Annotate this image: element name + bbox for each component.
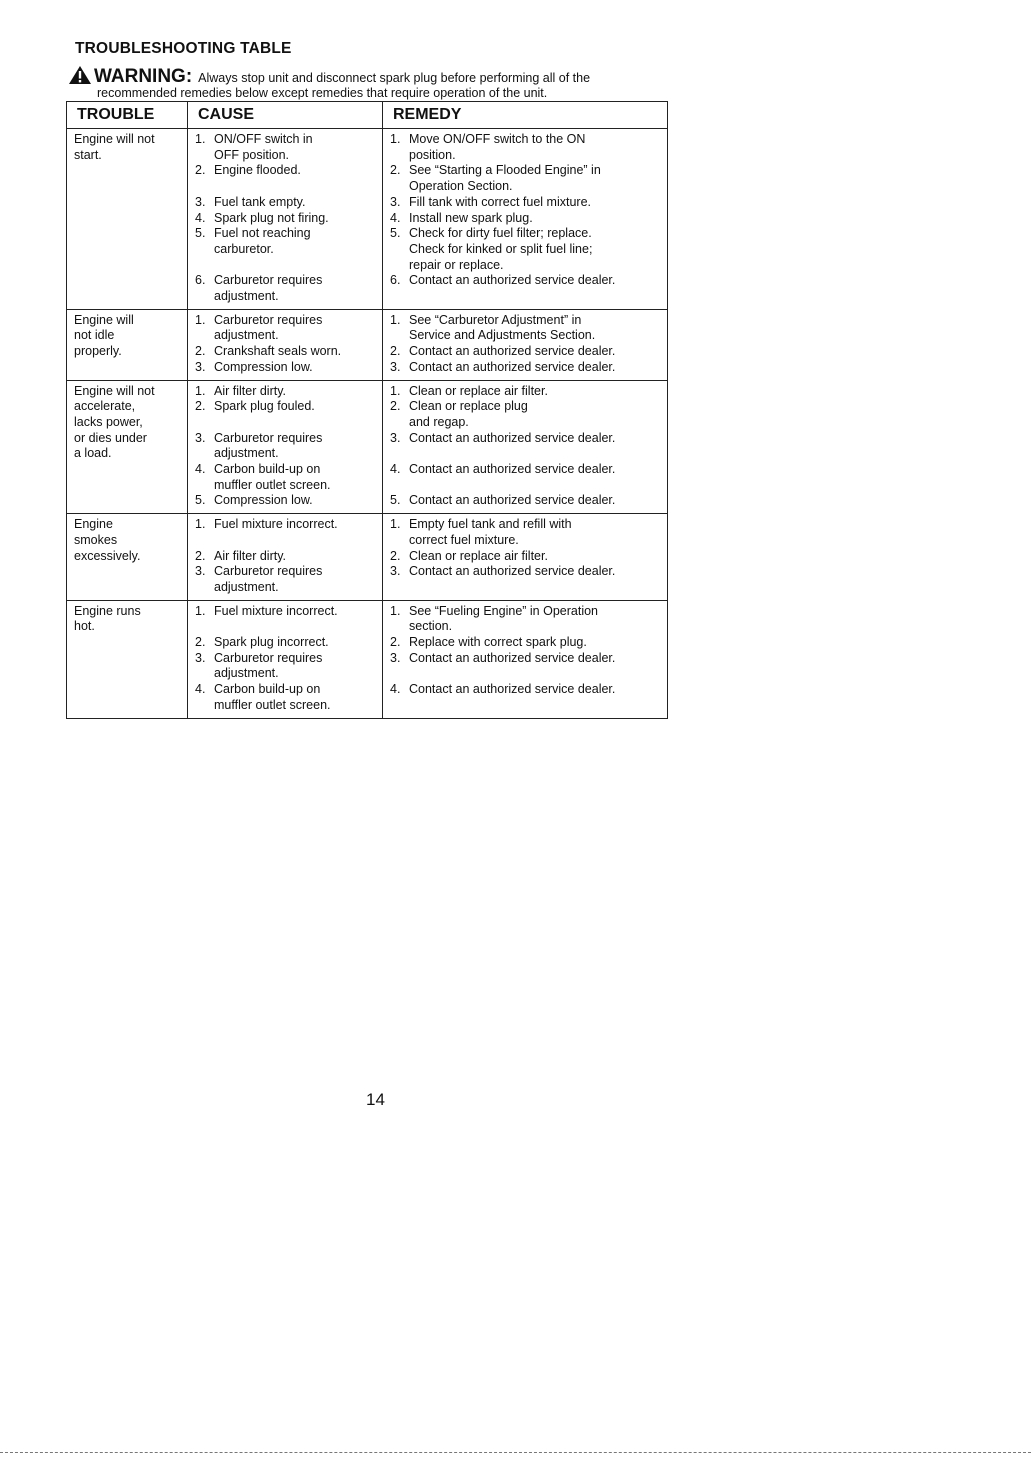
cause-text [214, 226, 378, 257]
line-spacer [195, 258, 378, 274]
remedy-number: 5. [390, 493, 401, 508]
cause-text-line: Fuel tank empty. [214, 194, 306, 209]
remedy-text [409, 163, 663, 194]
table-body [67, 129, 668, 719]
cause-text [214, 651, 378, 682]
cause-text [214, 313, 378, 344]
remedy-text [409, 384, 663, 400]
cause-text-line: Carbon build-up on [214, 682, 321, 697]
remedy-text-line: Check for dirty fuel filter; replace. [409, 226, 592, 241]
trouble-text-line: Engine runs [74, 603, 141, 618]
cause-number: 2. [195, 635, 206, 650]
warning-text-line2: recommended remedies below except remedies that require operation of the unit. [97, 86, 548, 100]
remedy-text-line: Clean or replace air filter. [409, 383, 548, 398]
bottom-divider [0, 1452, 1031, 1453]
cause-item [195, 211, 378, 227]
cause-text-line: muffler outlet screen. [214, 697, 331, 712]
cause-text [214, 635, 378, 651]
trouble-text-line: hot. [74, 619, 95, 634]
remedy-text [409, 651, 663, 667]
table-row [67, 380, 668, 514]
cause-number: 4. [195, 210, 206, 225]
remedy-text [409, 682, 663, 698]
cause-item [195, 384, 378, 400]
remedy-item [390, 399, 663, 430]
cause-text-line: Carburetor requires [214, 650, 323, 665]
remedy-item [390, 211, 663, 227]
remedy-item [390, 360, 663, 376]
remedy-cell [383, 129, 668, 310]
remedy-text-line: Contact an authorized service dealer. [409, 344, 616, 359]
cause-text-line: Crankshaft seals worn. [214, 344, 342, 359]
remedy-text-line: and regap. [409, 414, 469, 429]
cause-item [195, 564, 378, 595]
cause-item [195, 651, 378, 682]
cause-number: 6. [195, 273, 206, 288]
cause-text-line: Compression low. [214, 359, 313, 374]
remedy-text-line: Contact an authorized service dealer. [409, 493, 616, 508]
cause-item [195, 195, 378, 211]
remedy-number: 1. [390, 603, 401, 618]
remedy-item [390, 493, 663, 509]
remedy-text-line: Contact an authorized service dealer. [409, 682, 616, 697]
remedy-item [390, 604, 663, 635]
line-spacer [195, 533, 378, 549]
remedy-number: 3. [390, 430, 401, 445]
remedy-cell [383, 514, 668, 601]
cause-number: 4. [195, 682, 206, 697]
remedy-text-line: Empty fuel tank and refill with [409, 517, 572, 532]
cause-text-line: Carburetor requires [214, 430, 323, 445]
cause-item [195, 682, 378, 713]
remedy-text [409, 132, 663, 163]
cause-text [214, 273, 378, 304]
cause-item [195, 313, 378, 344]
remedy-text-line: Contact an authorized service dealer. [409, 650, 616, 665]
line-spacer [195, 619, 378, 635]
remedy-number: 2. [390, 548, 401, 563]
line-spacer [195, 415, 378, 431]
line-spacer [390, 446, 663, 462]
remedy-text-line: See “Starting a Flooded Engine” in [409, 163, 601, 178]
remedy-item [390, 682, 663, 698]
cause-item [195, 635, 378, 651]
remedy-text-line: Move ON/OFF switch to the ON [409, 132, 586, 146]
trouble-text-line: not idle [74, 328, 115, 343]
cause-number: 4. [195, 462, 206, 477]
line-spacer [390, 666, 663, 682]
cause-text-line: Spark plug incorrect. [214, 635, 329, 650]
cause-cell [188, 380, 383, 514]
remedy-number: 3. [390, 359, 401, 374]
remedy-text-line: Contact an authorized service dealer. [409, 273, 616, 288]
cause-item [195, 549, 378, 565]
cause-text [214, 604, 378, 620]
cause-text-line: muffler outlet screen. [214, 477, 331, 492]
cause-text [214, 211, 378, 227]
column-header-trouble: TROUBLE [67, 102, 188, 129]
remedy-text-line: Contact an authorized service dealer. [409, 359, 616, 374]
cause-text-line: carburetor. [214, 241, 274, 256]
trouble-text-line: a load. [74, 446, 112, 461]
cause-item [195, 163, 378, 179]
cause-text-line: Compression low. [214, 493, 313, 508]
remedy-text [409, 549, 663, 565]
remedy-text [409, 493, 663, 509]
cause-item [195, 517, 378, 533]
remedy-item [390, 273, 663, 289]
cause-text-line: Spark plug not firing. [214, 210, 329, 225]
cause-text [214, 360, 378, 376]
remedy-text-line: See “Carburetor Adjustment” in [409, 312, 582, 327]
remedy-item [390, 431, 663, 447]
table-row [67, 514, 668, 601]
table-header-row [67, 102, 668, 129]
cause-text-line: Fuel mixture incorrect. [214, 517, 338, 532]
cause-text [214, 682, 378, 713]
remedy-item [390, 344, 663, 360]
cause-text-line: OFF position. [214, 147, 290, 162]
cause-text-line: Spark plug fouled. [214, 399, 315, 414]
cause-text [214, 431, 378, 462]
cause-text [214, 549, 378, 565]
cause-number: 3. [195, 650, 206, 665]
cause-cell [188, 129, 383, 310]
cause-number: 5. [195, 226, 206, 241]
column-header-cause: CAUSE [188, 102, 383, 129]
cause-number: 3. [195, 194, 206, 209]
cause-item [195, 132, 378, 163]
cause-number: 2. [195, 344, 206, 359]
cause-text [214, 195, 378, 211]
cause-number: 2. [195, 548, 206, 563]
remedy-item [390, 549, 663, 565]
remedy-text [409, 344, 663, 360]
cause-text-line: Engine flooded. [214, 163, 301, 178]
trouble-text-line: Engine [74, 517, 113, 532]
remedy-text [409, 313, 663, 344]
remedy-text [409, 226, 663, 273]
cause-text-line: Carbon build-up on [214, 462, 321, 477]
trouble-text-line: Engine will not [74, 383, 155, 398]
remedy-text-line: See “Fueling Engine” in Operation [409, 603, 599, 618]
cause-text [214, 384, 378, 400]
warning-banner [68, 62, 708, 88]
remedy-number: 1. [390, 132, 401, 146]
cause-text-line: Air filter dirty. [214, 548, 286, 563]
remedy-text-line: correct fuel mixture. [409, 532, 519, 547]
remedy-number: 2. [390, 163, 401, 178]
cause-text-line: Air filter dirty. [214, 383, 286, 398]
cause-text-line: adjustment. [214, 579, 279, 594]
cause-item [195, 604, 378, 620]
trouble-text-line: Engine will not [74, 132, 155, 146]
cause-number: 1. [195, 383, 206, 398]
remedy-cell [383, 380, 668, 514]
remedy-text [409, 431, 663, 447]
cause-text [214, 132, 378, 163]
remedy-item [390, 651, 663, 667]
cause-item [195, 493, 378, 509]
remedy-text-line: Install new spark plug. [409, 210, 533, 225]
trouble-text-line: Engine will [74, 312, 134, 327]
trouble-text-line: start. [74, 147, 102, 162]
line-spacer [390, 478, 663, 494]
page-number: 14 [366, 1090, 385, 1109]
remedy-item [390, 226, 663, 273]
remedy-item [390, 462, 663, 478]
page-title: TROUBLESHOOTING TABLE [75, 40, 292, 57]
cause-cell [188, 600, 383, 718]
remedy-text [409, 564, 663, 580]
cause-number: 1. [195, 312, 206, 327]
cause-item [195, 344, 378, 360]
remedy-item [390, 163, 663, 194]
trouble-text-line: smokes [74, 532, 118, 547]
cause-number: 3. [195, 359, 206, 374]
remedy-text-line: position. [409, 147, 456, 162]
cause-item [195, 273, 378, 304]
cause-cell [188, 309, 383, 380]
trouble-text-line: excessively. [74, 548, 141, 563]
table-row [67, 309, 668, 380]
trouble-text-line: accelerate, [74, 399, 136, 414]
cause-text-line: Fuel mixture incorrect. [214, 603, 338, 618]
cause-item [195, 360, 378, 376]
remedy-text-line: Check for kinked or split fuel line; [409, 241, 593, 256]
trouble-cell [67, 129, 188, 310]
cause-text-line: Carburetor requires [214, 564, 323, 579]
remedy-cell [383, 600, 668, 718]
remedy-number: 1. [390, 312, 401, 327]
remedy-number: 4. [390, 682, 401, 697]
column-header-remedy: REMEDY [383, 102, 668, 129]
cause-number: 1. [195, 132, 206, 146]
remedy-text [409, 462, 663, 478]
remedy-text-line: Contact an authorized service dealer. [409, 430, 616, 445]
table-row [67, 129, 668, 310]
cause-text [214, 163, 378, 179]
remedy-text-line: Clean or replace plug [409, 399, 528, 414]
cause-text-line: Fuel not reaching [214, 226, 311, 241]
remedy-number: 4. [390, 462, 401, 477]
cause-item [195, 226, 378, 257]
remedy-text-line: section. [409, 619, 453, 634]
remedy-number: 5. [390, 226, 401, 241]
trouble-text-line: properly. [74, 344, 122, 359]
remedy-text [409, 399, 663, 430]
cause-text-line: adjustment. [214, 289, 279, 303]
cause-text-line: adjustment. [214, 666, 279, 681]
remedy-number: 3. [390, 650, 401, 665]
remedy-text [409, 273, 663, 289]
table-row [67, 600, 668, 718]
cause-item [195, 399, 378, 415]
cause-text [214, 399, 378, 415]
trouble-cell [67, 600, 188, 718]
cause-text [214, 564, 378, 595]
remedy-cell [383, 309, 668, 380]
cause-text [214, 462, 378, 493]
cause-number: 2. [195, 163, 206, 178]
remedy-item [390, 313, 663, 344]
remedy-text-line: Service and Adjustments Section. [409, 328, 596, 343]
remedy-number: 3. [390, 564, 401, 579]
line-spacer [195, 179, 378, 195]
cause-number: 2. [195, 399, 206, 414]
remedy-number: 2. [390, 635, 401, 650]
remedy-item [390, 517, 663, 548]
remedy-text-line: Contact an authorized service dealer. [409, 462, 616, 477]
trouble-cell [67, 309, 188, 380]
remedy-text [409, 635, 663, 651]
trouble-text-line: or dies under [74, 430, 147, 445]
trouble-cell [67, 514, 188, 601]
remedy-item [390, 195, 663, 211]
trouble-text-line: lacks power, [74, 414, 143, 429]
cause-text [214, 517, 378, 533]
cause-cell [188, 514, 383, 601]
warning-text-line1: Always stop unit and disconnect spark plug before performing all of the [198, 71, 591, 85]
remedy-text-line: Clean or replace air filter. [409, 548, 548, 563]
remedy-number: 1. [390, 517, 401, 532]
cause-item [195, 431, 378, 462]
remedy-text-line: Contact an authorized service dealer. [409, 564, 616, 579]
remedy-item [390, 132, 663, 163]
cause-number: 3. [195, 564, 206, 579]
remedy-text [409, 517, 663, 548]
cause-item [195, 462, 378, 493]
warning-label: WARNING: [94, 66, 193, 87]
cause-number: 3. [195, 430, 206, 445]
remedy-number: 3. [390, 194, 401, 209]
cause-number: 1. [195, 603, 206, 618]
remedy-text [409, 211, 663, 227]
cause-text [214, 344, 378, 360]
cause-text-line: adjustment. [214, 328, 279, 343]
remedy-text-line: Fill tank with correct fuel mixture. [409, 194, 591, 209]
remedy-number: 2. [390, 399, 401, 414]
cause-number: 5. [195, 493, 206, 508]
trouble-cell [67, 380, 188, 514]
remedy-text-line: repair or replace. [409, 257, 504, 272]
cause-text-line: Carburetor requires [214, 273, 323, 288]
warning-triangle-icon [68, 65, 92, 85]
cause-text [214, 493, 378, 509]
remedy-item [390, 384, 663, 400]
cause-text-line: adjustment. [214, 446, 279, 461]
remedy-number: 1. [390, 383, 401, 398]
remedy-text [409, 604, 663, 635]
cause-number: 1. [195, 517, 206, 532]
remedy-number: 6. [390, 273, 401, 288]
remedy-text-line: Operation Section. [409, 179, 513, 194]
remedy-number: 4. [390, 210, 401, 225]
remedy-number: 2. [390, 344, 401, 359]
remedy-text [409, 195, 663, 211]
cause-text-line: Carburetor requires [214, 312, 323, 327]
remedy-text-line: Replace with correct spark plug. [409, 635, 587, 650]
troubleshooting-table [66, 101, 668, 719]
remedy-item [390, 564, 663, 580]
remedy-item [390, 635, 663, 651]
cause-text-line: ON/OFF switch in [214, 132, 313, 146]
remedy-text [409, 360, 663, 376]
